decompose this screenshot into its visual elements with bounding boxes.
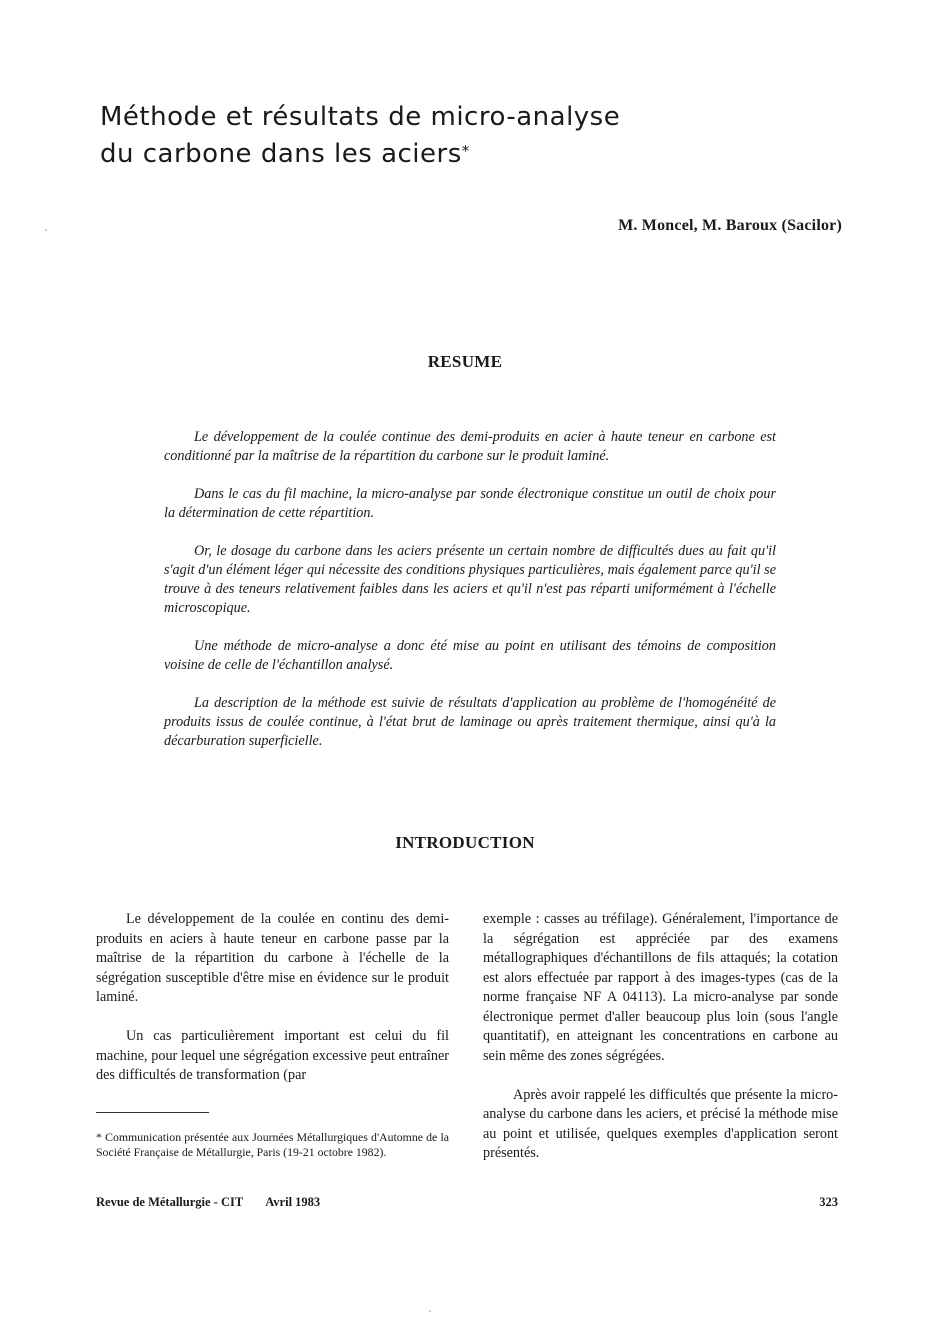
introduction-right-column <box>483 910 838 1183</box>
resume-paragraph: Le développement de la coulée continue des demi-produits en acier à haute teneur en carbone est conditionné par la maîtrise de la répartition du carbone sur le produit laminé. <box>164 429 776 464</box>
introduction-heading: INTRODUCTION <box>395 833 535 852</box>
footnote-separator <box>96 1112 209 1113</box>
title-footnote-marker: * <box>461 142 470 160</box>
resume-paragraph: Or, le dosage du carbone dans les aciers présente un certain nombre de difficultés dues au fait qu'il s'agit d'un élément léger qui nécessite des conditions physiques particulières, mais également parce qu'il se trouve à des teneurs relativement faibles dans les aciers et qu'il n'est pas réparti uniformément à l'échelle microscopique. <box>164 543 776 616</box>
journal-footer <box>96 1195 320 1210</box>
introduction-left-column <box>96 910 449 1105</box>
article-title <box>100 99 800 173</box>
resume-paragraph: La description de la méthode est suivie de résultats d'application au problème de l'homogénéité de produits issus de coulée continue, à l'état brut de laminage ou après traitement thermique, ainsi qu'à la décarburation superficielle. <box>164 695 776 749</box>
scan-speck <box>429 1310 431 1312</box>
body-paragraph: Le développement de la coulée en continu des demi-produits en aciers à haute teneur en carbone passe par la maîtrise de la répartition du carbone à l'échelle de la ségrégation susceptible d'être mise en évidence sur le produit laminé. <box>96 911 449 1005</box>
journal-name: Revue de Métallurgie - CIT <box>96 1195 244 1209</box>
resume-abstract <box>164 428 776 770</box>
resume-paragraph: Une méthode de micro-analyse a donc été mise au point en utilisant des témoins de composition voisine de celle de l'échantillon analysé. <box>164 638 776 673</box>
issue-date: Avril 1983 <box>265 1195 321 1209</box>
author-line: M. Moncel, M. Baroux (Sacilor) <box>618 217 842 234</box>
title-line-1: Méthode et résultats de micro-analyse <box>100 102 621 132</box>
resume-heading: RESUME <box>427 352 503 371</box>
title-line-2: du carbone dans les aciers <box>100 139 462 169</box>
body-paragraph: exemple : casses au tréfilage). Généralement, l'importance de la ségrégation est appréciée par des examens métallographiques d'échantillons de fils attaqués; la cotation est alors effectuée par rapport à des images-types (cas de la norme française NF A 04113). La micro-analyse par sonde électronique permet d'aller beaucoup plus loin (sous l'angle quantitatif), en atteignant les concentrations en carbone au sein même des zones ségrégées. <box>483 911 838 1064</box>
body-paragraph: Après avoir rappelé les difficultés que présente la micro-analyse du carbone dans les aciers, et précisé la méthode mise au point et utilisée, quelques exemples d'application seront présentés. <box>483 1086 838 1161</box>
resume-paragraph: Dans le cas du fil machine, la micro-analyse par sonde électronique constitue un outil de choix pour la détermination de cette répartition. <box>164 486 776 521</box>
scan-speck <box>45 229 47 231</box>
body-paragraph: Un cas particulièrement important est celui du fil machine, pour lequel une ségrégation excessive peut entraîner des difficultés de transformation (par <box>96 1028 449 1083</box>
page-number: 323 <box>819 1195 838 1209</box>
footnote: * Communication présentée aux Journées Métallurgiques d'Automne de la Société Française de Métallurgie, Paris (19-21 octobre 1982). <box>96 1130 449 1159</box>
